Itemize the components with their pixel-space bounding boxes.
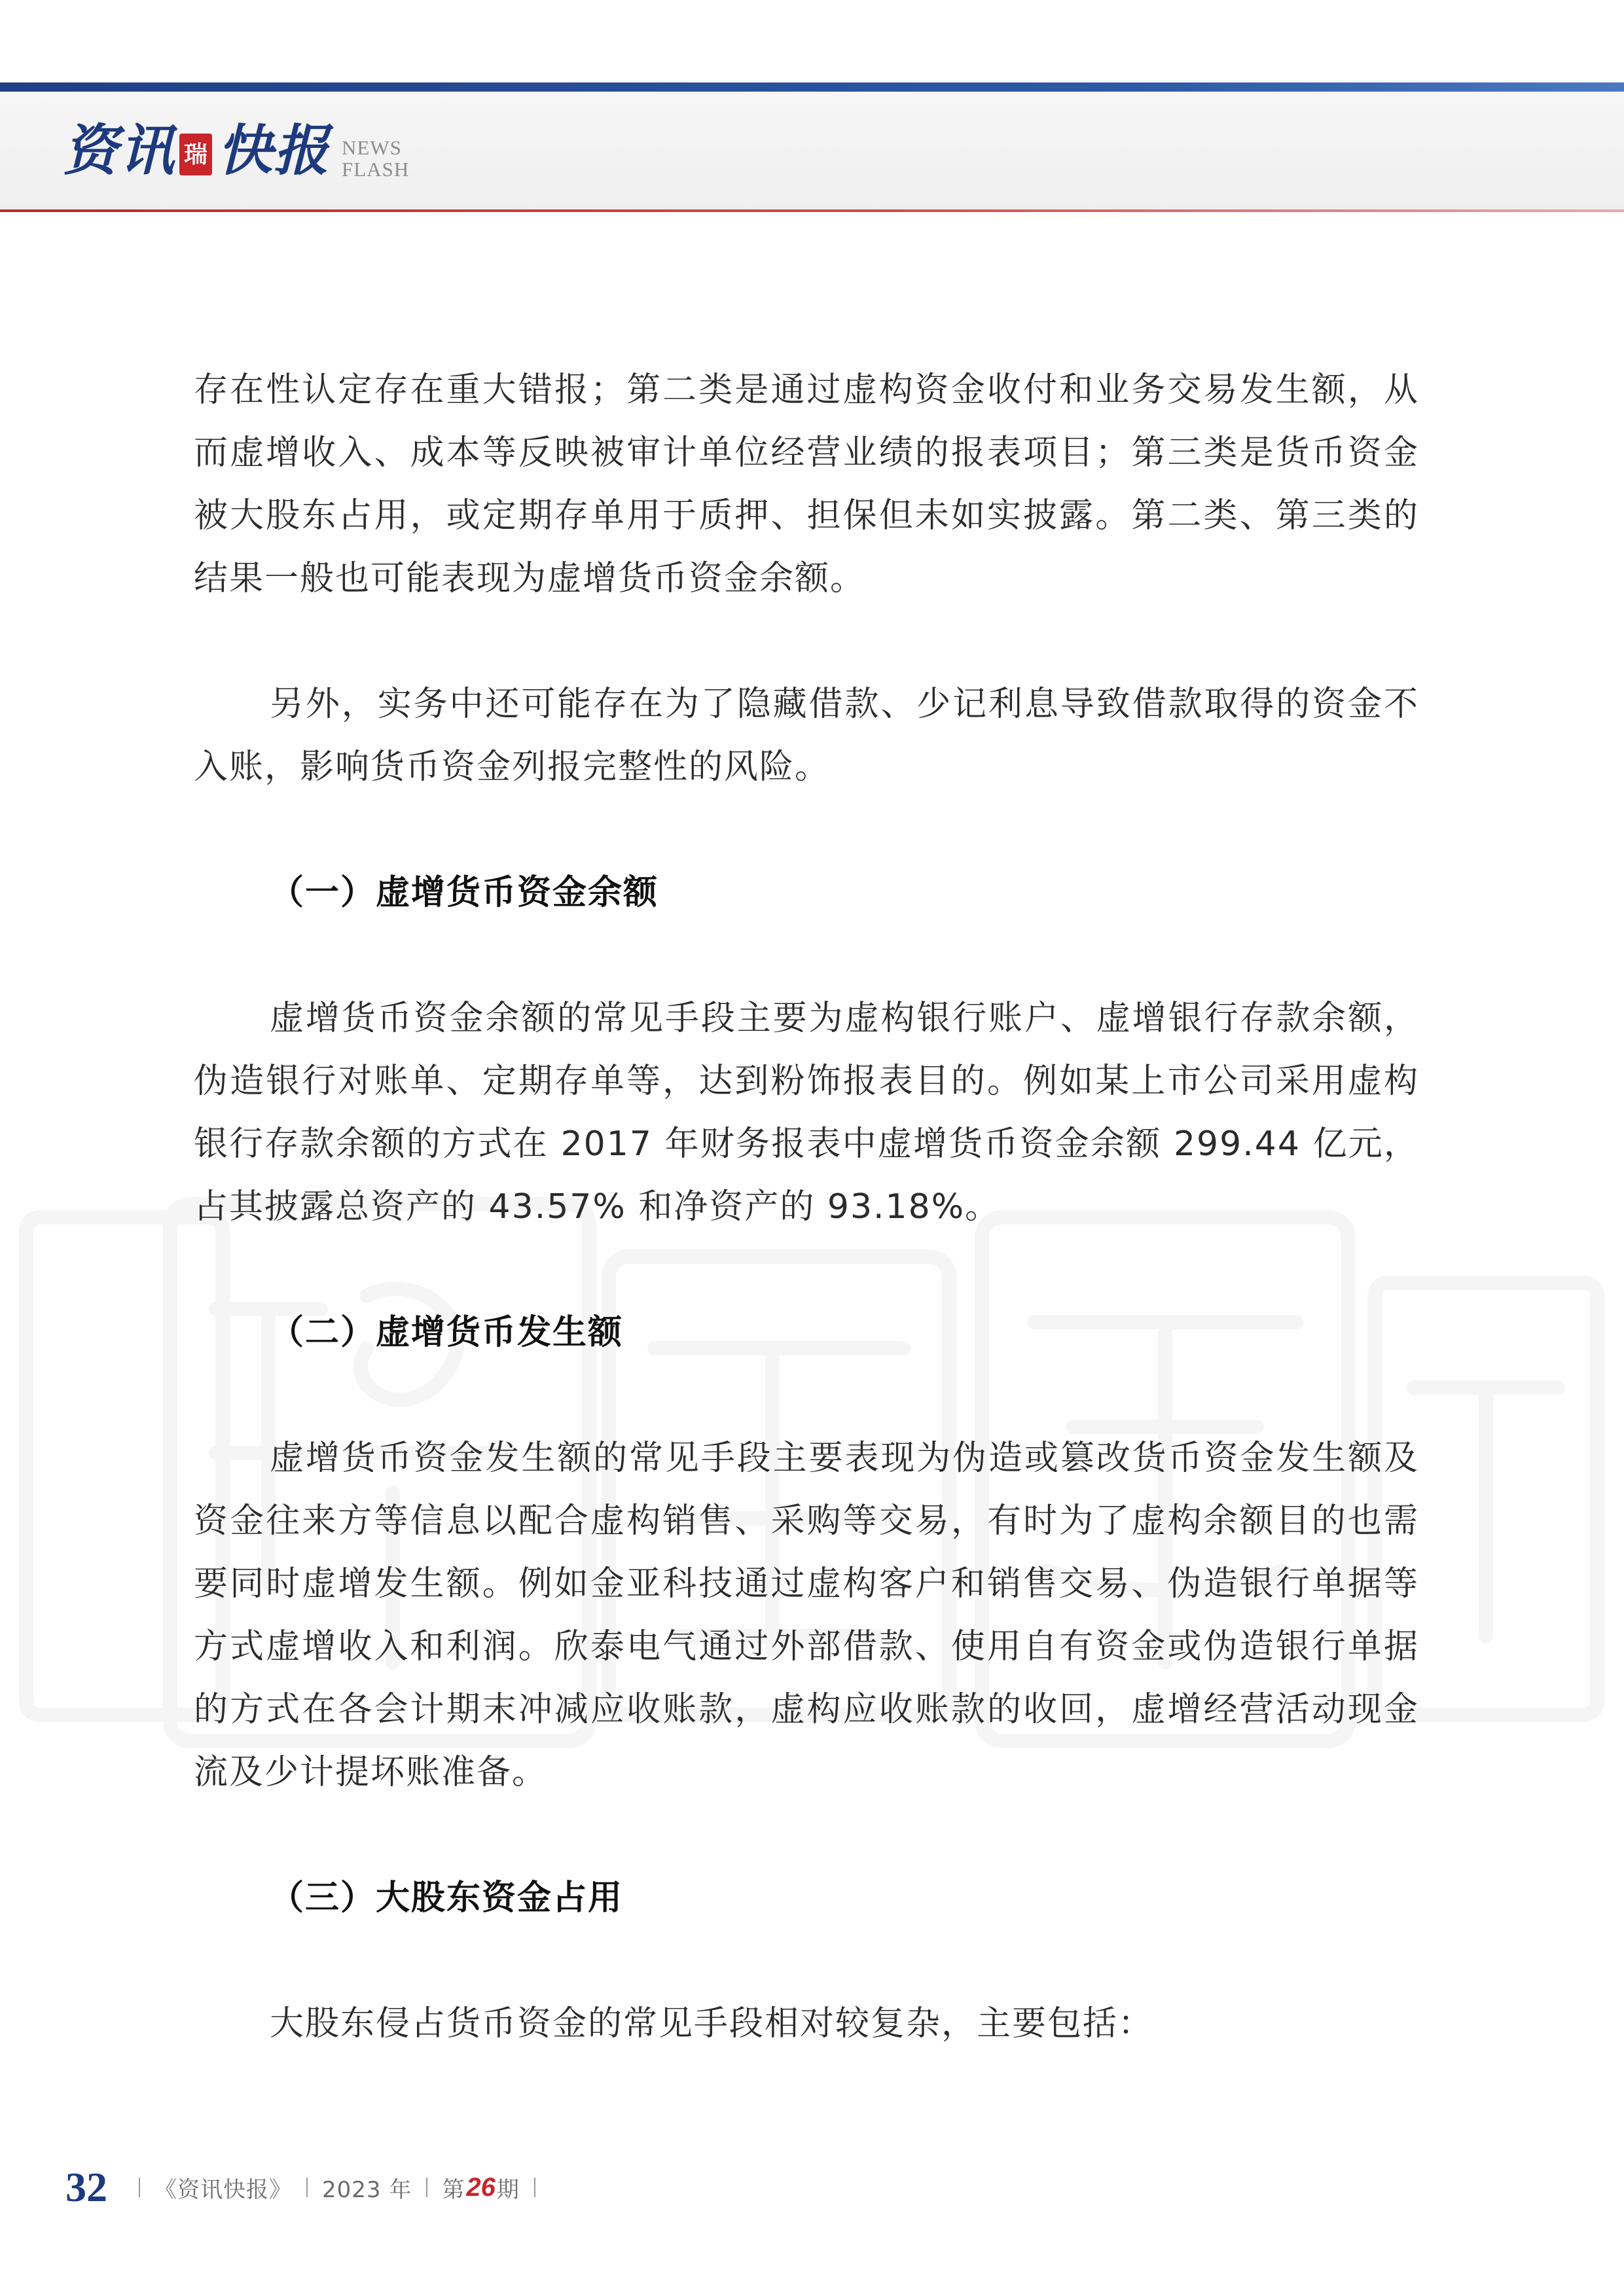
logo-news: NEWS [342, 136, 402, 159]
header-top-rule [0, 82, 1624, 92]
paragraph: 另外，实务中还可能存在为了隐藏借款、少记利息导致借款取得的资金不入账，影响货币资金列报完整性的风险。 [194, 685, 1419, 787]
divider [306, 2178, 308, 2197]
logo-news-flash [342, 137, 409, 180]
issue-prefix: 第 [442, 2176, 465, 2203]
issue-year: 2023 年 [322, 2176, 412, 2203]
logo-text-right: 快报 [217, 118, 331, 183]
divider [426, 2178, 427, 2197]
divider [139, 2178, 140, 2197]
logo-text-left: 资讯 [63, 118, 176, 183]
section-heading: （三）大股东资金占用 [270, 1878, 624, 1918]
header-red-line [0, 209, 1624, 212]
paragraph: 虚增货币资金发生额的常见手段主要表现为伪造或篡改货币资金发生额及资金往来方等信息以配合虚构销售、采购等交易，有时为了虚构余额目的也需要同时虚增发生额。例如金亚科技通过虚构客户和销售交易、伪造银行单据等方式虚增收入和利润。欣泰电气通过外部借款、使用自有资金或伪造银行单据的方式在各会计期末冲减应收账款，虚构应收账款的收回，虚增经营活动现金流及少计提坏账准备。 [194, 1439, 1419, 1792]
issue-suffix: 期 [496, 2176, 520, 2203]
page-number: 32 [65, 2164, 107, 2210]
paragraph: 存在性认定存在重大错报；第二类是通过虚构资金收付和业务交易发生额，从而虚增收入、成本等反映被审计单位经营业绩的报表项目；第三类是货币资金被大股东占用，或定期存单用于质押、担保但未如实披露。第二类、第三类的结果一般也可能表现为虚增货币资金余额。 [194, 370, 1419, 598]
paragraph: 虚增货币资金余额的常见手段主要为虚构银行账户、虚增银行存款余额，伪造银行对账单、定期存单等，达到粉饰报表目的。例如某上市公司采用虚构银行存款余额的方式在 2017 年财务报表中虚增货币资金余额 299.44 亿元，占其披露总资产的 43.57% 和净资产的 93.18%。 [194, 999, 1419, 1227]
logo-flash: FLASH [342, 158, 410, 181]
publication-name: 《资讯快报》 [154, 2176, 292, 2203]
publication-logo [63, 115, 409, 187]
page-footer [65, 2161, 550, 2214]
logo-seal-char: 瑞 [184, 141, 208, 168]
divider [534, 2178, 535, 2197]
section-heading: （二）虚增货币发生额 [270, 1313, 624, 1352]
section-heading: （一）虚增货币资金余额 [270, 873, 659, 912]
paragraph: 大股东侵占货币资金的常见手段相对较复杂，主要包括： [270, 2004, 1154, 2043]
issue-number: 26 [466, 2172, 496, 2202]
logo-seal-icon [179, 134, 212, 175]
article-body [194, 359, 1419, 2055]
